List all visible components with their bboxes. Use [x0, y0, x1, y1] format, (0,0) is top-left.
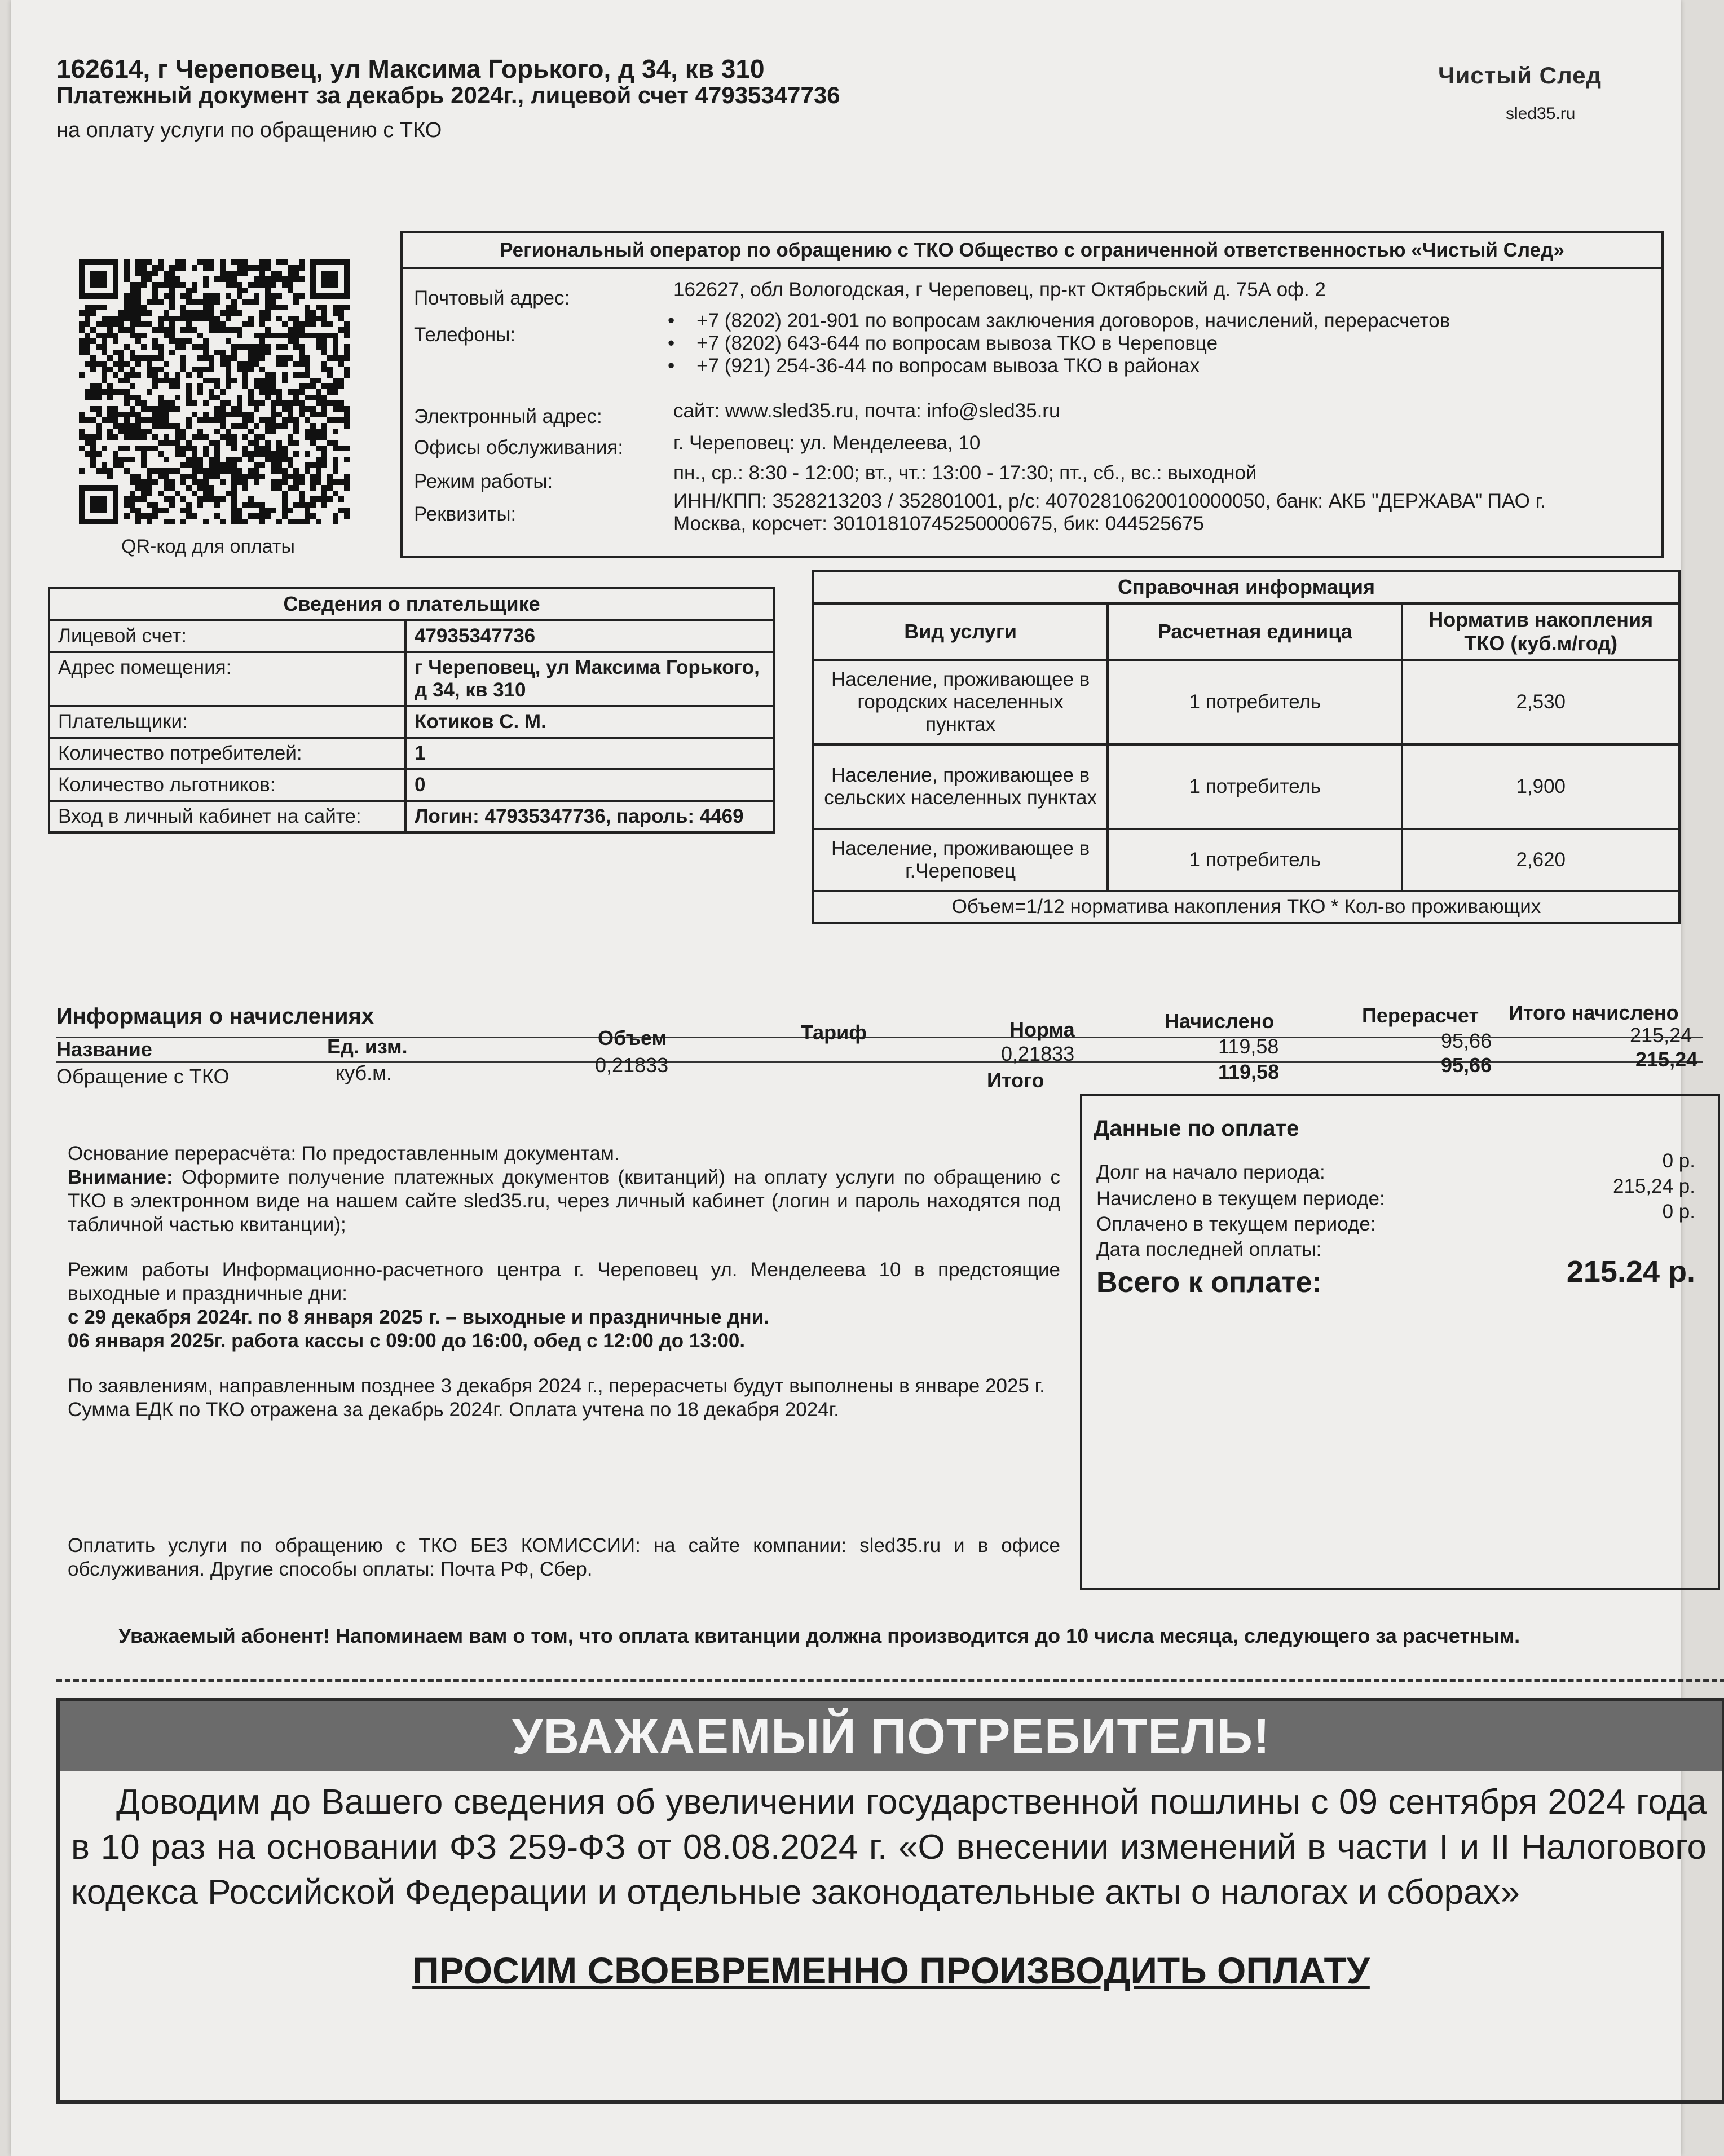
email-label: Электронный адрес:: [414, 405, 602, 427]
reference-title: Справочная информация: [813, 571, 1679, 603]
table-row: Количество льготников: 0: [49, 769, 774, 801]
payment-box: Данные по оплате Долг на начало периода: 0 р. Начислено в текущем периоде: 215,24 р. Оплачено в текущем периоде: 0 р. Дата последней оплаты: Всего к оплате: 215.24 р.: [1080, 1094, 1720, 1590]
requisites-label: Реквизиты:: [414, 503, 517, 525]
charges-header: Норма: [1009, 1018, 1075, 1041]
notice-body: Доводим до Вашего сведения об увеличении государственной пошлины с 09 сентября 2024 года в 10 раз на основании ФЗ 259-ФЗ от 08.08.2024 г. «О внесении изменений в части I и II Налогового кодекса Российской Федерации и отдельные законодательные акты о налогах и сборах»: [71, 1783, 1707, 1912]
offices-label: Офисы обслуживания:: [414, 437, 624, 458]
company-logo: Чистый След: [1438, 62, 1602, 89]
table-row: Население, проживающее в г.Череповец 1 потребитель 2,620: [813, 829, 1679, 891]
postal-value: 162627, обл Вологодская, г Череповец, пр-кт Октябрьский д. 75А оф. 2: [673, 279, 1326, 301]
charges-title: Информация о начислениях: [56, 1004, 374, 1029]
charges-header: Итого начислено: [1509, 1001, 1679, 1024]
offices-value: г. Череповец: ул. Менделеева, 10: [673, 432, 981, 454]
charges-cell: 95,66: [1441, 1029, 1492, 1052]
table-row: Население, проживающее в сельских населенных пунктах 1 потребитель 1,900: [813, 744, 1679, 829]
charges-header: Ед. изм.: [327, 1035, 408, 1058]
notice-box: [56, 1698, 1724, 2104]
phones-list: [668, 310, 1450, 377]
email-value: сайт: www.sled35.ru, почта: info@sled35.ru: [673, 400, 1060, 422]
charges-cell: 215,24: [1630, 1024, 1692, 1047]
charges-total: 215,24: [1635, 1048, 1698, 1071]
reference-table: Справочная информация Вид услуги Расчетная единица Норматив накопления ТКО (куб.м/год) Население, проживающее в городских населенных пунктах 1 потребитель 2,530 Население, проживающее в сельских населенных пунктах 1 потребитель 1,900 Население, проживающее в г.Череповец 1 потребитель 2,620 Объем=1/12 норматива накопления ТКО * Кол-во проживающих: [812, 570, 1681, 924]
header-document: Платежный документ за декабрь 2024г., лицевой счет 47935347736: [56, 82, 840, 108]
charges-header: Начислено: [1165, 1009, 1275, 1033]
company-logo-url: sled35.ru: [1506, 104, 1576, 123]
hours-label: Режим работы:: [414, 470, 553, 492]
payment-reminder: Уважаемый абонент! Напоминаем вам о том, что оплата квитанции должна производится до 10 числа месяца, следующего за расчетным.: [118, 1624, 1520, 1647]
table-row: Население, проживающее в городских населенных пунктах 1 потребитель 2,530: [813, 660, 1679, 744]
charges-total-label: Итого: [987, 1069, 1044, 1092]
charges-cell: куб.м.: [336, 1061, 392, 1084]
phone-item: • +7 (8202) 201-901 по вопросам заключения договоров, начислений, перерасчетов: [668, 310, 1450, 332]
charges-cell: Обращение с ТКО: [56, 1065, 230, 1088]
charges-header: Объем: [598, 1026, 667, 1050]
charges-cell: 0,21833: [1001, 1042, 1075, 1065]
charges-cell: 0,21833: [595, 1053, 669, 1077]
table-row: Адрес помещения: г Череповец, ул Максима Горького, д 34, кв 310: [49, 652, 774, 706]
notice-heading: УВАЖАЕМЫЙ ПОТРЕБИТЕЛЬ!: [60, 1701, 1722, 1771]
phone-item: • +7 (921) 254-36-44 по вопросам вывоза ТКО в районах: [668, 355, 1200, 377]
qr-label: QR-код для оплаты: [121, 536, 295, 557]
phones-label: Телефоны:: [414, 324, 516, 346]
table-row: Вход в личный кабинет на сайте: Логин: 47935347736, пароль: 4469: [49, 801, 774, 832]
qr-code-icon: [79, 259, 350, 524]
payment-total-value: 215.24 р.: [1566, 1255, 1695, 1289]
payment-title: Данные по оплате: [1094, 1116, 1299, 1141]
operator-info-box: [400, 231, 1664, 558]
operator-title: Региональный оператор по обращению с ТКО Общество с ограниченной ответственностью «Чистый След»: [403, 233, 1661, 269]
payer-title: Сведения о плательщике: [49, 588, 774, 620]
notice-footer: ПРОСИМ СВОЕВРЕМЕННО ПРОИЗВОДИТЬ ОПЛАТУ: [412, 1950, 1370, 1991]
charges-cell: 119,58: [1218, 1035, 1279, 1058]
notes-block: Основание перерасчёта: По предоставленным документам. Внимание: Оформите получение платежных документов (квитанций) на оплату услуги по обращению с ТКО в электронном виде на нашем сайте sled35.ru, через личный кабинет (логин и пароль находятся под табличной частью квитанции); Режим работы Информационно-расчетного центра г. Череповец ул. Менделеева 10 в предстоящие выходные и праздничные дни: с 29 декабря 2024г. по 8 января 2025 г. – выходные и праздничные дни. 06 января 2025г. работа кассы с 09:00 до 16:00, обед с 12:00 до 13:00. По заявлениям, направленным позднее 3 декабря 2024 г., перерасчеты будут выполнены в январе 2025 г. Сумма ЕДК по ТКО отражена за декабрь 2024г. Оплата учтена по 18 декабря 2024г.: [68, 1143, 1060, 1421]
cut-line: [56, 1679, 1724, 1682]
table-row: Плательщики: Котиков С. М.: [49, 706, 774, 738]
charges-total: 95,66: [1441, 1053, 1492, 1077]
reference-footnote: Объем=1/12 норматива накопления ТКО * Кол-во проживающих: [813, 891, 1679, 923]
no-commission-note: Оплатить услуги по обращению с ТКО БЕЗ КОМИССИИ: на сайте компании: sled35.ru и в офисе обслуживания. Другие способы оплаты: Почта РФ, Сбер.: [68, 1535, 1060, 1580]
charges-header: Название: [56, 1038, 152, 1061]
receipt-paper: [11, 0, 1707, 2156]
payment-total-label: Всего к оплате:: [1096, 1266, 1322, 1299]
table-row: Количество потребителей: 1: [49, 738, 774, 769]
payer-table: [48, 587, 775, 834]
postal-label: Почтовый адрес:: [414, 287, 570, 309]
hours-value: пн., ср.: 8:30 - 12:00; вт., чт.: 13:00 - 17:30; пт., сб., вс.: выходной: [673, 462, 1257, 484]
charges-header: Тариф: [801, 1021, 867, 1044]
charges-total: 119,58: [1218, 1060, 1280, 1083]
requisites-value: ИНН/КПП: 3528213203 / 352801001, р/с: 40702810620010000050, банк: АКБ "ДЕРЖАВА" ПАО г. Москва, корсчет: 30101810745250000675, бик: 044525675: [673, 490, 1546, 535]
charges-header: Перерасчет: [1362, 1004, 1479, 1027]
phone-item: • +7 (8202) 643-644 по вопросам вывоза ТКО в Череповце: [668, 332, 1218, 354]
header-address: 162614, г Череповец, ул Максима Горького, д 34, кв 310: [56, 54, 765, 83]
table-row: Лицевой счет: 47935347736: [49, 620, 774, 652]
header-service: на оплату услуги по обращению с ТКО: [56, 118, 442, 142]
